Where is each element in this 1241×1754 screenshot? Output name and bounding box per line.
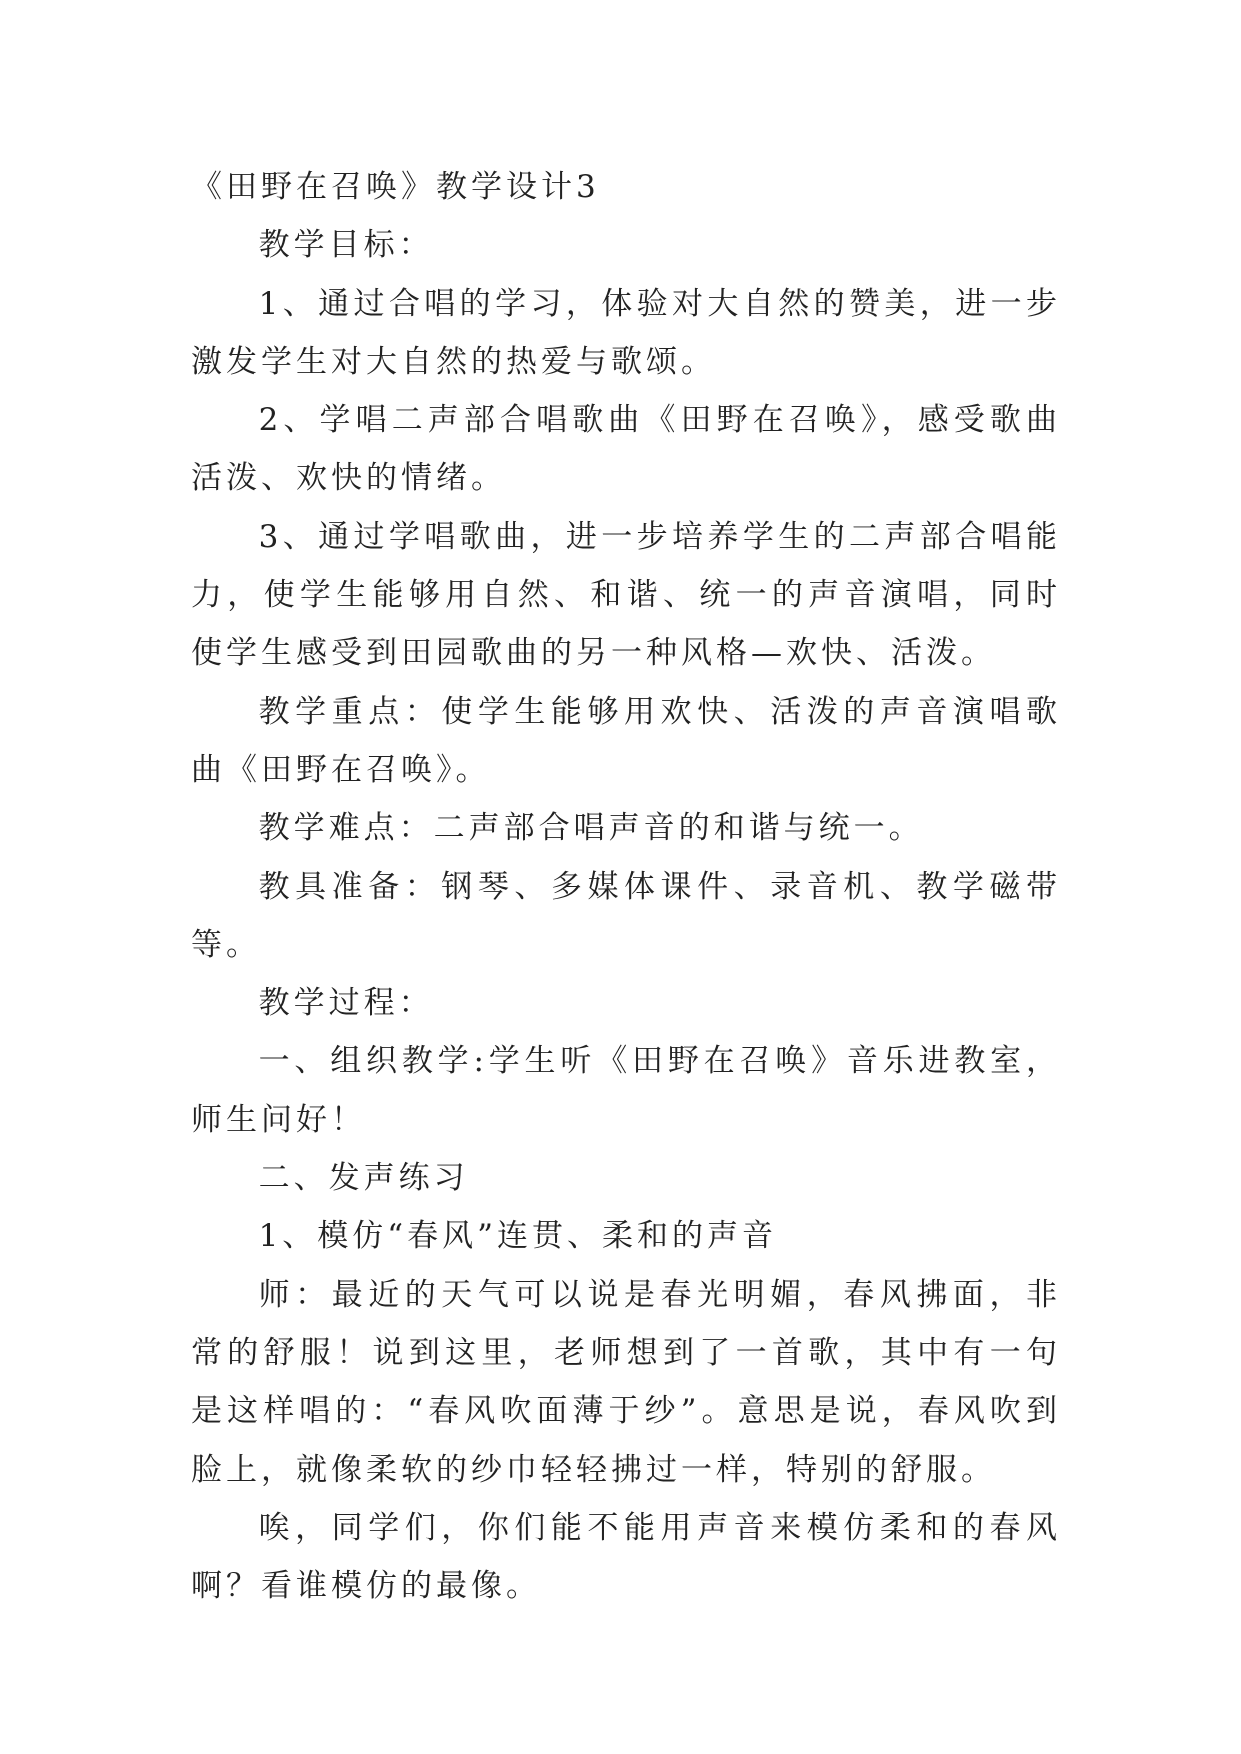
objective-3-paragraph: 3、通过学唱歌曲，进一步培养学生的二声部合唱能力，使学生能够用自然、和谐、统一的声音演唱，同时使学生感受到田园歌曲的另一种风格—欢快、活泼。	[191, 518, 1061, 672]
section-heading-process: 教学过程：	[258, 985, 434, 1022]
key-points-paragraph: 教学重点：使学生能够用欢快、活泼的声音演唱歌曲《田野在召唤》。	[191, 693, 1061, 788]
objective-2-paragraph: 2、学唱二声部合唱歌曲《田野在召唤》，感受歌曲活泼、欢快的情绪。	[191, 402, 1061, 497]
section-heading-objectives: 教学目标：	[258, 227, 434, 264]
document-title: 《田野在召唤》教学设计3	[191, 169, 600, 205]
student-prompt-paragraph: 唉，同学们，你们能不能用声音来模仿柔和的春风啊？看谁模仿的最像。	[191, 1509, 1061, 1605]
difficulties-paragraph: 教学难点：二声部合唱声音的和谐与统一。	[258, 810, 924, 847]
process-step-1-paragraph: 一、组织教学:学生听《田野在召唤》音乐进教室，师生问好！	[191, 1043, 1061, 1138]
document-body	[191, 158, 1061, 1615]
objective-1-paragraph: 1、通过合唱的学习，体验对大自然的赞美，进一步激发学生对大自然的热爱与歌颂。	[191, 285, 1061, 380]
materials-paragraph: 教具准备：钢琴、多媒体课件、录音机、教学磁带等。	[191, 868, 1061, 963]
teacher-dialogue-paragraph: 师：最近的天气可以说是春光明媚，春风拂面，非常的舒服！说到这里，老师想到了一首歌，其中有一句是这样唱的：“春风吹面薄于纱”。意思是说，春风吹到脸上，就像柔软的纱巾轻轻拂过一样，特别的舒服。	[191, 1276, 1061, 1488]
process-step-2-heading: 二、发声练习	[258, 1160, 469, 1197]
exercise-1-heading: 1、模仿“春风”连贯、柔和的声音	[258, 1218, 777, 1255]
